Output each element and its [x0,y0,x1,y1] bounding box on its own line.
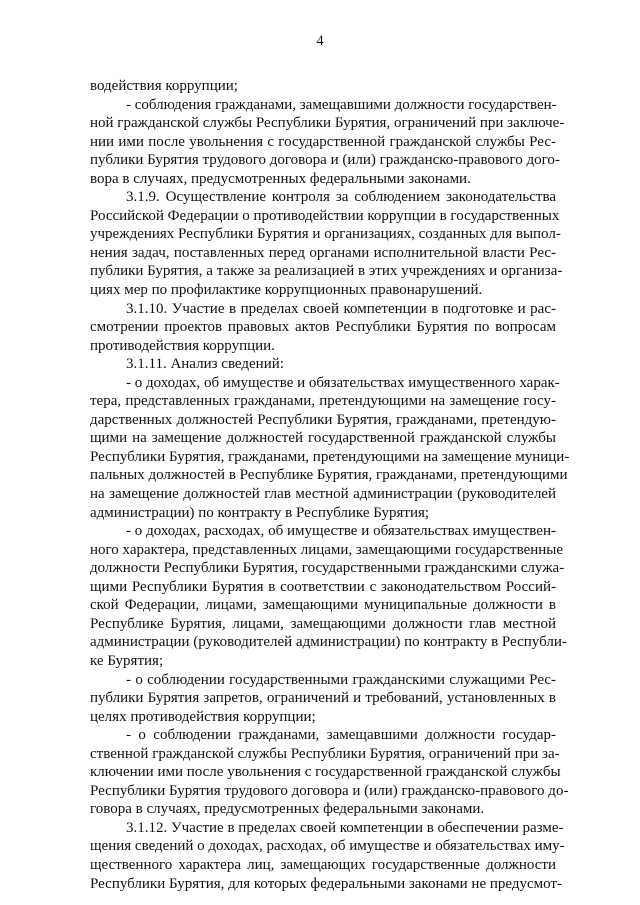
text-line: дарственных должностей Республики Бурятия, гражданами, претендую- [90,411,556,428]
paragraph-continuation [90,77,556,96]
text-line: щими Республики Бурятия в соответствии с законодательством Россий- [90,578,556,595]
text-line: ской Федерации, лицами, замещающими муниципальные должности в [90,597,556,614]
text-line: - о доходах, об имуществе и обязательствах имущественного харак- [126,374,560,391]
text-line: целях противодействия коррупции; [90,708,316,725]
text-line: нения задач, поставленных перед органами исполнительной власти Рес- [90,244,556,261]
text-line: Республики Бурятия, гражданами, претендующими на замещение муници- [90,448,570,465]
text-line: ственной гражданской службы Республики Бурятия, ограничений при за- [90,745,560,762]
text-line: смотрении проектов правовых актов Республики Бурятия по вопросам [90,319,556,336]
text-line: циях мер по профилактике коррупционных правонарушений. [90,282,483,299]
paragraph-restrictions-former-servants [90,96,565,189]
text-line: - о соблюдении гражданами, замещавшими должности государ- [126,727,556,744]
text-line: говора в случаях, предусмотренных федеральными законами. [90,801,485,818]
text-line: противодействия коррупции. [90,337,275,354]
text-line: должности Республики Бурятия, государственными гражданскими служа- [90,560,565,577]
text-line: пальных должностей в Республике Бурятия, гражданами, претендующими [90,467,568,484]
page-number: 4 [316,33,324,49]
paragraph-income-citizens [90,374,570,522]
text-line: ключении ими после увольнения с государственной гражданской службы [90,764,561,781]
text-line: ке Бурятия; [90,652,164,669]
paragraph-compliance-former-servants [90,726,569,819]
text-line: 3.1.9. Осуществление контроля за соблюдением законодательства [126,189,556,206]
text-line: публики Бурятия запретов, ограничений и требований, установленных в [90,690,556,707]
text-line: щения сведений о доходах, расходах, об имуществе и обязательствах иму- [90,838,565,855]
paragraph-3-1-9 [90,188,563,299]
paragraph-3-1-11 [90,355,556,374]
text-line: водействия коррупции; [90,78,238,94]
text-line: на замещение должностей глав местной администрации (руководителей [90,486,556,503]
text-line: вора в случаях, предусмотренных федеральными законами. [90,170,471,187]
document-body [90,77,570,893]
text-line: тера, представленных гражданами, претендующими на замещение госу- [90,393,556,410]
paragraph-3-1-12 [90,819,565,893]
text-line: администрации (руководителей администрации) по контракту в Республи- [90,634,567,651]
text-line: публики Бурятия трудового договора и (или) гражданско-правового дого- [90,152,560,169]
text-line: - соблюдения гражданами, замещавшими должности государствен- [126,96,557,113]
text-line: - о соблюдении государственными гражданскими служащими Рес- [126,671,556,688]
text-line: щими на замещение должностей государственной гражданской службы [90,430,556,447]
text-line: - о доходах, расходах, об имуществе и обязательствах имуществен- [126,523,556,540]
text-line: Республики Бурятия, для которых федеральными законами не предусмот- [90,875,562,892]
text-line: ного характера, представленных лицами, замещающими государственные [90,541,564,558]
text-line: публики Бурятия, а также за реализацией в этих учреждениях и организа- [90,263,563,280]
paragraph-compliance-servants [90,671,556,727]
text-line: 3.1.11. Анализ сведений: [126,356,284,373]
text-line: учреждениях Республики Бурятия и организациях, созданных для выпол- [90,226,561,243]
text-line: Российской Федерации о противодействии коррупции в государственных [90,207,560,224]
paragraph-income-officials [90,522,567,670]
text-line: 3.1.12. Участие в пределах своей компетенции в обеспечении разме- [126,819,564,836]
text-line: ной гражданской службы Республики Бурятия, ограничений при заключе- [90,115,565,132]
text-line: Республики Бурятия трудового договора и (или) гражданско-правового до- [90,782,569,799]
text-line: администрации) по контракту в Республике Бурятия; [90,504,430,521]
text-line: нии ими после увольнения с государственной гражданской службы Рес- [90,133,556,150]
text-line: 3.1.10. Участие в пределах своей компетенции в подготовке и рас- [126,300,556,317]
text-line: щественного характера лиц, замещающих государственные должности [90,856,556,873]
paragraph-3-1-10 [90,300,556,356]
text-line: Республике Бурятия, лицами, замещающими должности глав местной [90,615,556,632]
